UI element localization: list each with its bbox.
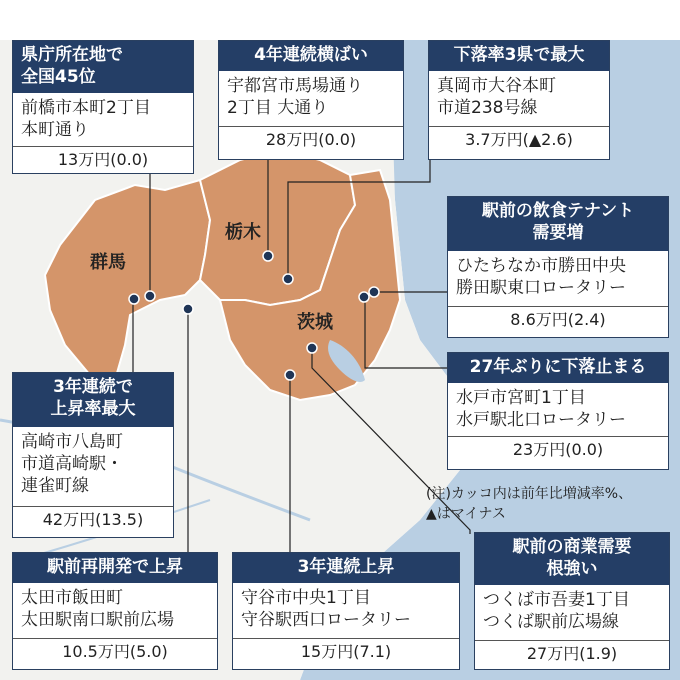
callout-price: 27万円(1.9) xyxy=(526,644,618,663)
callout-location: 太田市飯田町 太田駅南口駅前広場 xyxy=(13,583,217,639)
callout-location: 水戸市宮町1丁目 水戸駅北口ロータリー xyxy=(448,383,668,437)
callout-moriya xyxy=(232,552,460,670)
callout-heading: 3年連続上昇 xyxy=(233,553,459,583)
callout-price: 15万円(7.1) xyxy=(300,642,392,661)
callout-location: 前橋市本町2丁目 本町通り xyxy=(13,93,193,147)
callout-heading: 駅前の飲食テナント 需要増 xyxy=(448,197,668,251)
point-moriya xyxy=(285,370,295,380)
gunma-label: 群馬 xyxy=(90,252,126,273)
ibaraki-label: 茨城 xyxy=(297,312,333,333)
callout-heading: 3年連続で 上昇率最大 xyxy=(13,373,173,427)
callout-ota xyxy=(12,552,218,670)
callout-location: 守谷市中央1丁目 守谷駅西口ロータリー xyxy=(233,583,459,639)
callout-takasaki xyxy=(12,372,174,538)
callout-price: 3.7万円(▲2.6) xyxy=(465,130,573,149)
callout-heading: 下落率3県で最大 xyxy=(429,41,609,71)
callout-price: 28万円(0.0) xyxy=(265,130,357,149)
callout-price: 42万円(13.5) xyxy=(42,510,144,529)
callout-heading: 4年連続横ばい xyxy=(219,41,403,71)
point-moka xyxy=(283,274,293,284)
point-utsunomiya xyxy=(263,251,273,261)
callout-price: 13万円(0.0) xyxy=(57,150,149,169)
callout-price: 23万円(0.0) xyxy=(512,440,604,459)
point-tsukuba xyxy=(307,343,317,353)
callout-heading: 県庁所在地で 全国45位 xyxy=(13,41,193,93)
callout-heading: 駅前の商業需要 根強い xyxy=(475,533,669,585)
callout-location: ひたちなか市勝田中央 勝田駅東口ロータリー xyxy=(448,251,668,307)
tochigi-label: 栃木 xyxy=(225,222,261,243)
point-maebashi xyxy=(145,291,155,301)
callout-location: 真岡市大谷本町 市道238号線 xyxy=(429,71,609,127)
callout-mito xyxy=(447,352,669,470)
callout-price: 10.5万円(5.0) xyxy=(62,642,168,661)
callout-heading: 27年ぶりに下落止まる xyxy=(448,353,668,383)
point-hitachinaka xyxy=(369,287,379,297)
footnote: (注)カッコ内は前年比増減率%、 ▲はマイナス xyxy=(426,486,633,522)
point-takasaki xyxy=(129,294,139,304)
callout-moka xyxy=(428,40,610,160)
callout-maebashi xyxy=(12,40,194,174)
callout-location: 宇都宮市馬場通り 2丁目 大通り xyxy=(219,71,403,127)
callout-tsukuba xyxy=(474,532,670,670)
callout-location: 高崎市八島町 市道高崎駅・ 連雀町線 xyxy=(13,427,173,507)
callout-price: 8.6万円(2.4) xyxy=(510,310,606,329)
callout-utsunomiya xyxy=(218,40,404,160)
callout-heading: 駅前再開発で上昇 xyxy=(13,553,217,583)
callout-hitachinaka xyxy=(447,196,669,338)
point-ota xyxy=(183,304,193,314)
callout-location: つくば市吾妻1丁目 つくば駅前広場線 xyxy=(475,585,669,641)
point-mito xyxy=(359,292,369,302)
